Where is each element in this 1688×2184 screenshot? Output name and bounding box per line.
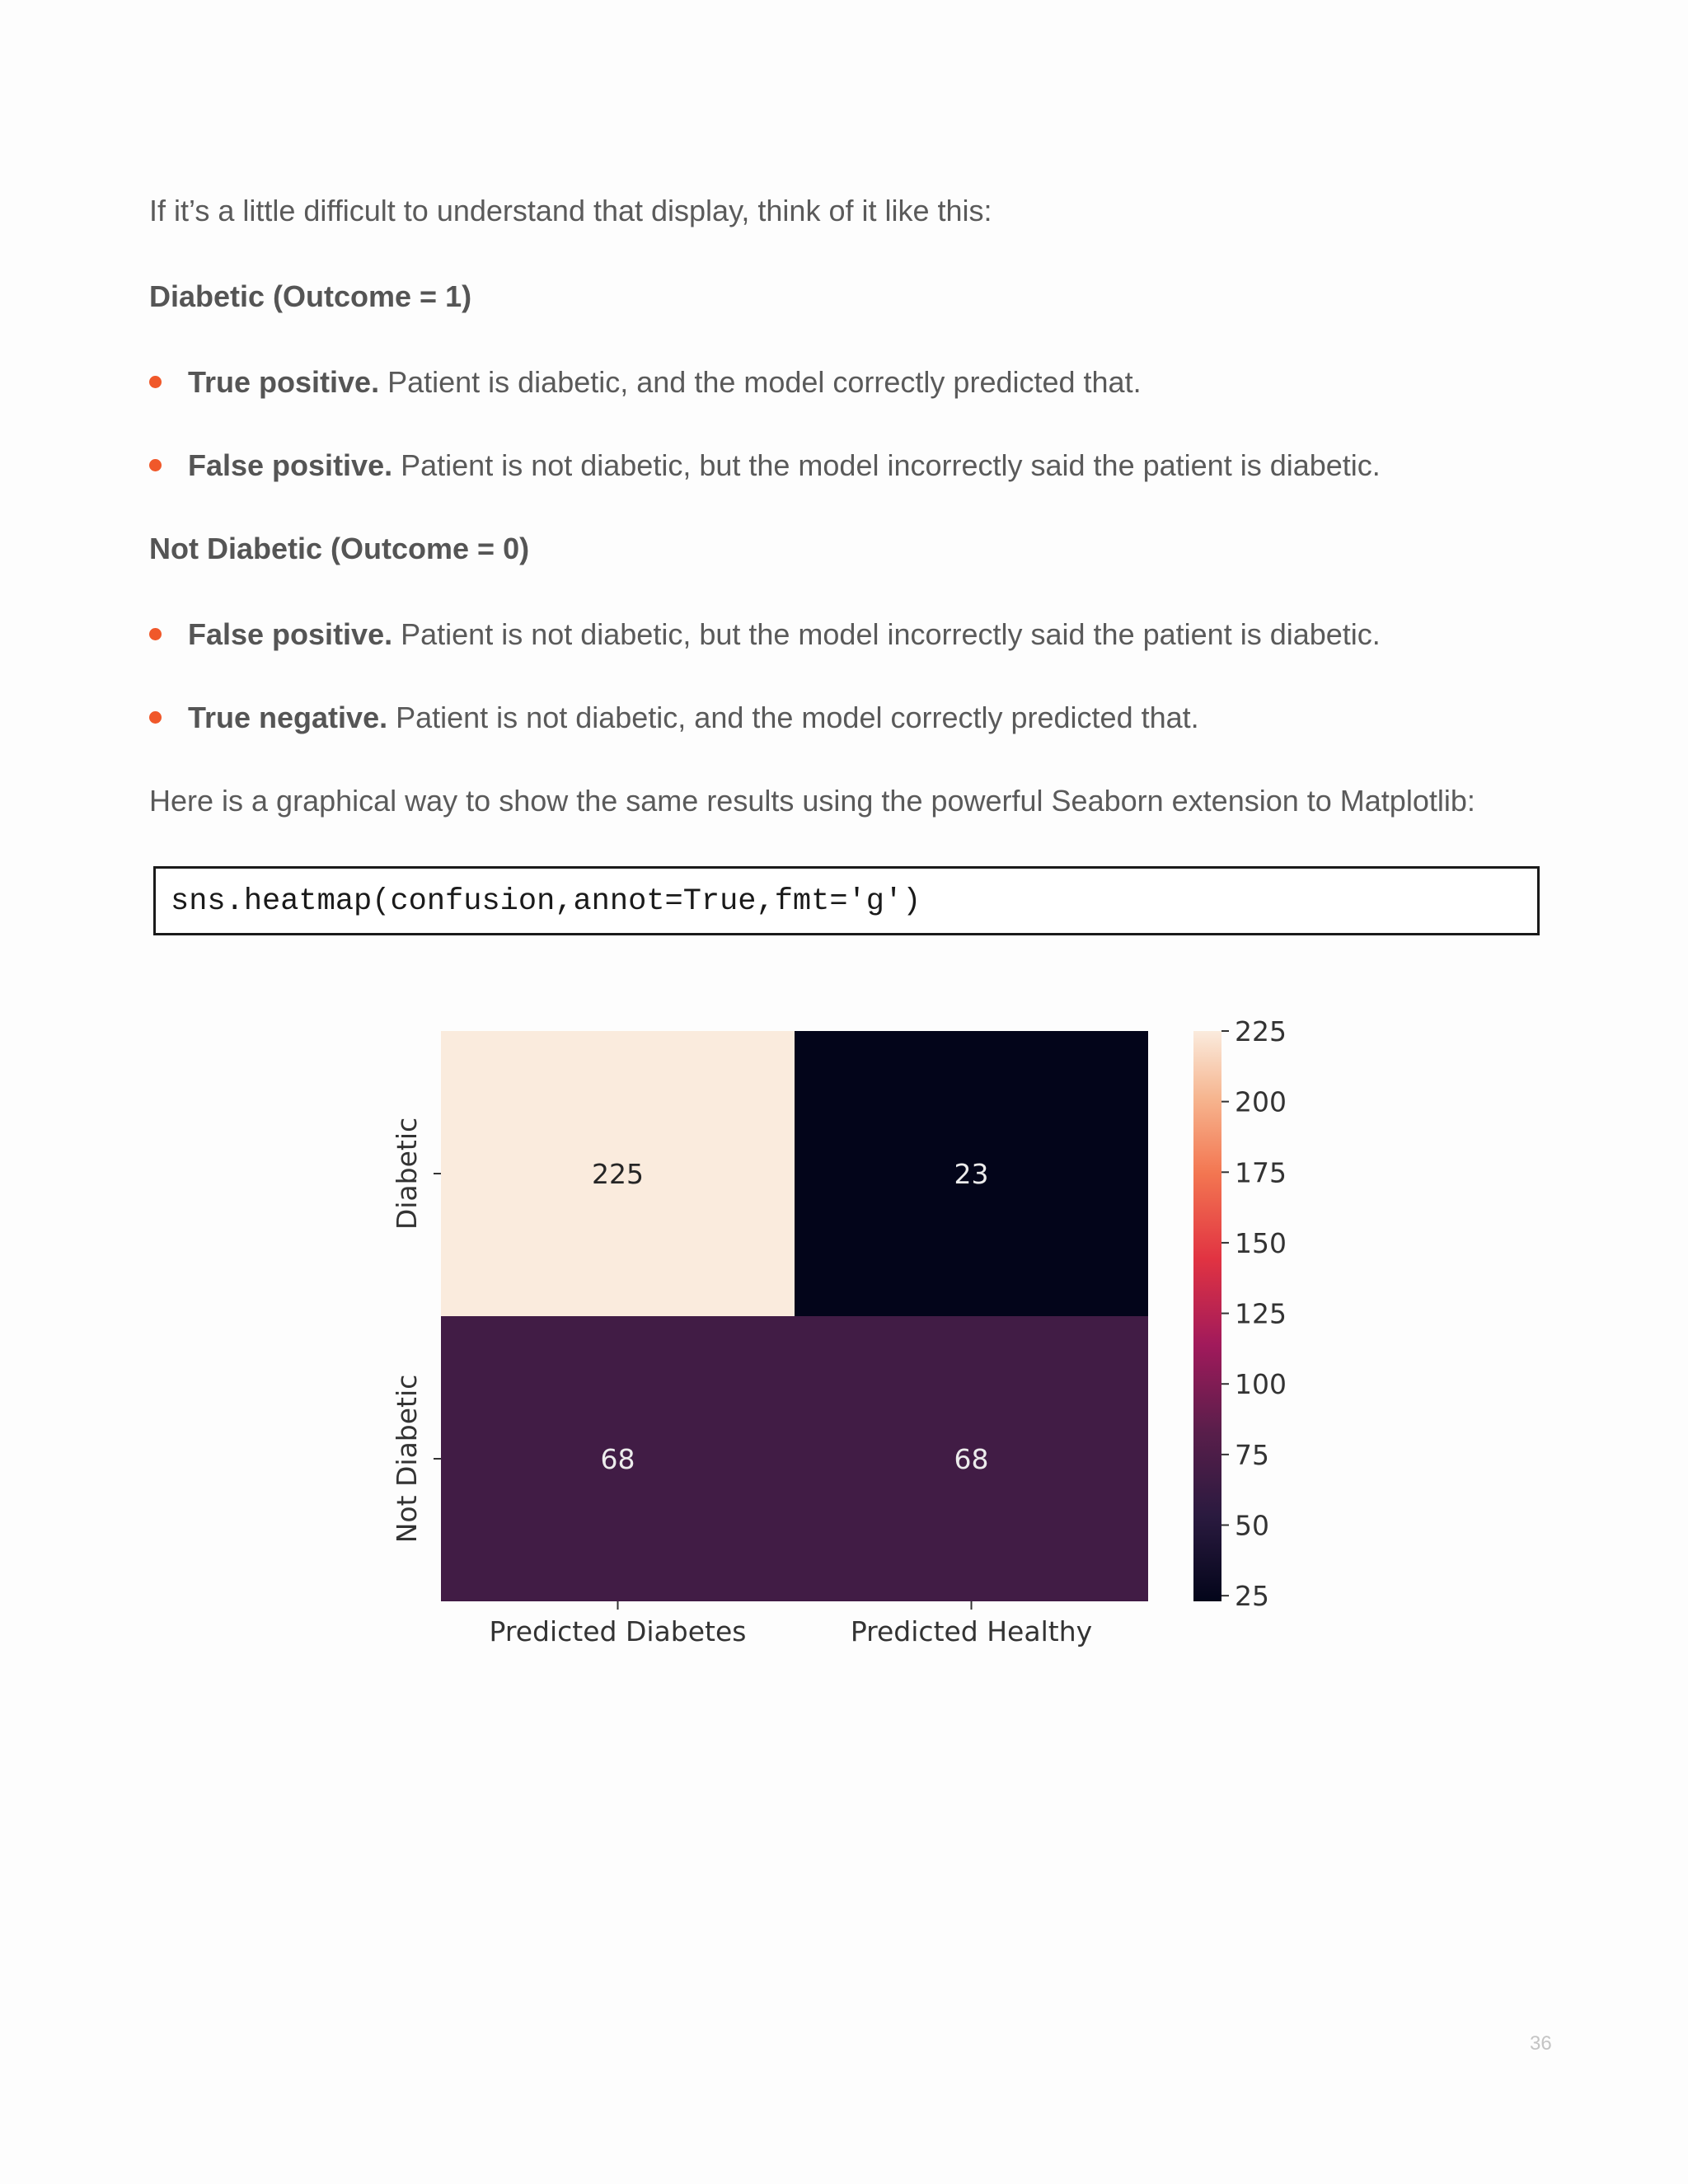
diabetic-heading: Diabetic (Outcome = 1) <box>149 279 472 313</box>
cell-value-label: 68 <box>600 1443 635 1475</box>
colorbar-tick-label: 25 <box>1235 1580 1269 1613</box>
colorbar <box>1193 1015 1287 1612</box>
colorbar-gradient <box>1193 1031 1221 1601</box>
colorbar-tick-label: 50 <box>1235 1509 1269 1542</box>
term-description: Patient is not diabetic, but the model incorrectly said the patient is diabetic. <box>392 448 1381 482</box>
page-number: 36 <box>1530 2032 1552 2055</box>
colorbar-tick-label: 225 <box>1235 1015 1287 1047</box>
x-tick-label: Predicted Diabetes <box>489 1615 747 1647</box>
colorbar-tick-label: 75 <box>1235 1438 1269 1471</box>
colorbar-tick-label: 100 <box>1235 1368 1287 1401</box>
cell-value-label: 68 <box>954 1443 989 1475</box>
term-label: True positive. <box>188 365 380 399</box>
cell-value-label: 225 <box>592 1158 644 1190</box>
term-description: Patient is not diabetic, but the model incorrectly said the patient is diabetic. <box>392 617 1381 651</box>
y-tick-label: Diabetic <box>391 1117 423 1230</box>
term-label: False positive. <box>188 448 393 482</box>
term-description: Patient is not diabetic, and the model correctly predicted that. <box>387 701 1199 734</box>
term-label: True negative. <box>188 701 388 734</box>
term-description: Patient is diabetic, and the model correctly predicted that. <box>379 365 1142 399</box>
colorbar-tick-label: 150 <box>1235 1226 1287 1259</box>
heatmap-cells <box>441 1031 1148 1601</box>
cell-value-label: 23 <box>954 1158 989 1190</box>
graphical-intro-paragraph: Here is a graphical way to show the same results using the powerful Seaborn extension to Matplotlib: <box>149 784 1475 818</box>
colorbar-tick-label: 125 <box>1235 1297 1287 1330</box>
colorbar-tick-label: 200 <box>1235 1085 1287 1118</box>
intro-paragraph: If it’s a little difficult to understand that display, think of it like this: <box>149 194 992 227</box>
y-tick-label: Not Diabetic <box>391 1374 423 1544</box>
x-tick-label: Predicted Healthy <box>850 1615 1093 1647</box>
colorbar-tick-label: 175 <box>1235 1156 1287 1189</box>
term-label: False positive. <box>188 617 393 651</box>
not-diabetic-heading: Not Diabetic (Outcome = 0) <box>149 532 530 565</box>
code-text: sns.heatmap(confusion,annot=True,fmt='g') <box>171 884 921 919</box>
